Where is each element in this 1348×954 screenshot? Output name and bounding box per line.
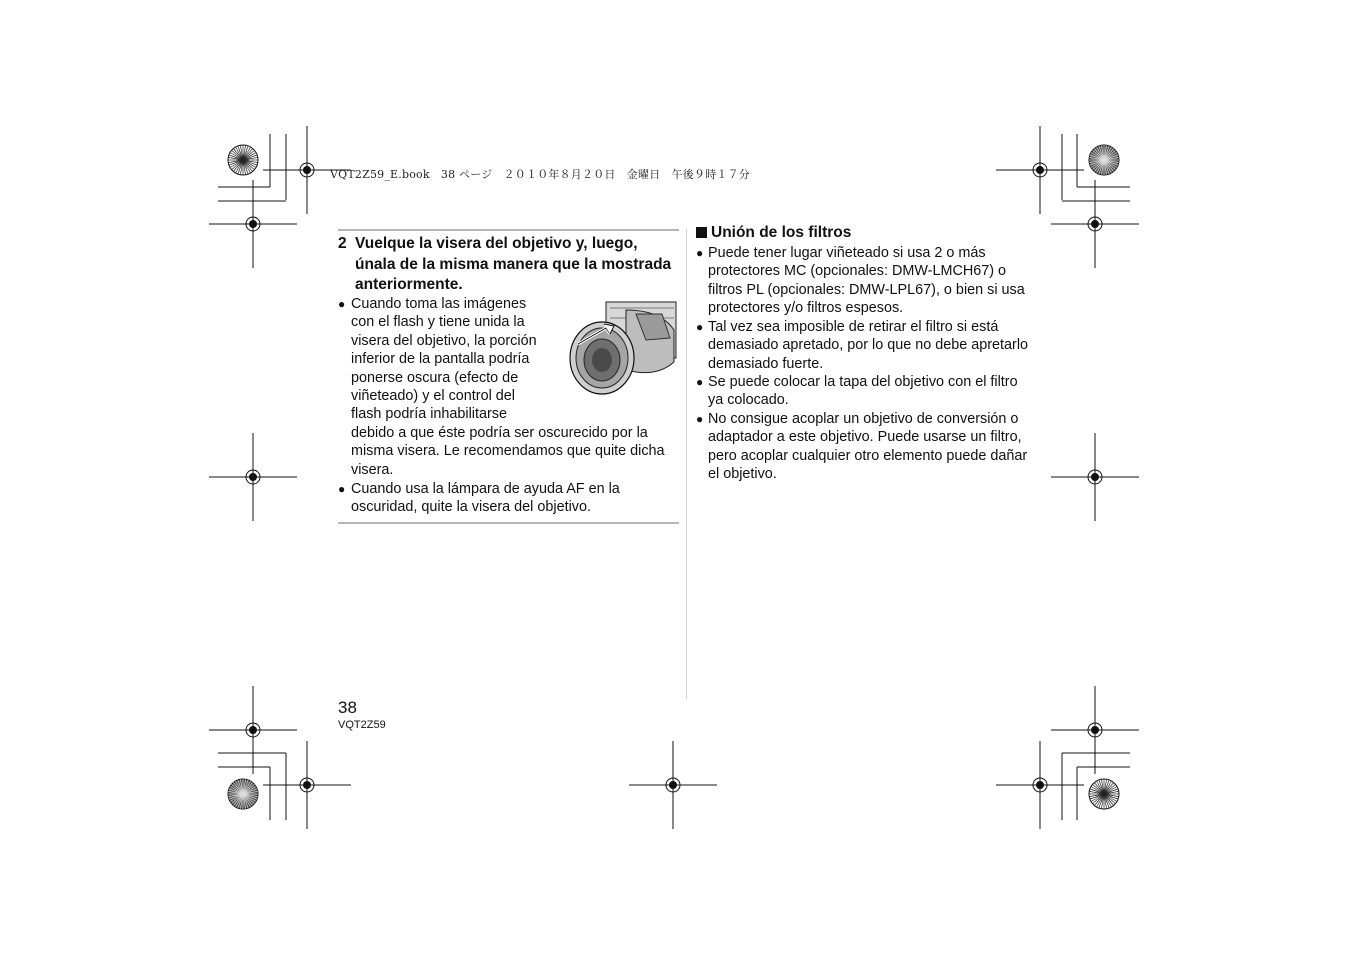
text-line: oscuridad, quite la visera del objetivo. — [351, 499, 591, 516]
registration-target-icon — [1051, 433, 1139, 521]
text-line: Puede tener lugar viñeteado si usa 2 o más — [708, 245, 986, 261]
text-line: demasiado fuerte. — [708, 355, 824, 372]
text-line: visera. — [351, 461, 394, 478]
list-item — [696, 373, 1041, 410]
text-line: No consigue acoplar un objetivo de conversión o — [708, 411, 1019, 427]
square-bullet-icon — [696, 227, 707, 238]
text-line: protectores y/o filtros espesos. — [708, 300, 904, 317]
step-number: 2 — [338, 235, 347, 252]
starburst-mark-icon — [1089, 779, 1119, 809]
bullet-icon: ● — [338, 297, 346, 311]
section-title-text: Unión de los filtros — [711, 224, 852, 241]
text-line: el objetivo. — [708, 466, 777, 483]
registration-target-icon — [209, 433, 297, 521]
registration-target-icon — [1051, 180, 1139, 268]
registration-target-icon — [209, 686, 297, 774]
bullet-icon: ● — [696, 320, 704, 334]
text-line: filtros PL (opcionales: DMW-LPL67), o bien si usa — [708, 281, 1025, 298]
text-line: Cuando toma las imágenes — [351, 296, 527, 312]
column-divider — [686, 229, 687, 699]
registration-target-icon — [629, 741, 717, 829]
text-line: inferior de la pantalla podría — [351, 351, 530, 368]
list-item — [696, 318, 1041, 373]
text-line: ya colocado. — [708, 392, 789, 409]
text-line: ponerse oscura (efecto de — [351, 369, 519, 386]
top-rule-left — [338, 229, 679, 231]
step-text: Vuelque la visera del objetivo y, luego, únala de la misma manera que la mostrada anteriormente. — [355, 235, 672, 293]
section-title — [696, 224, 851, 242]
list-item — [696, 244, 1041, 318]
text-line: visera del objetivo, la porción — [351, 332, 537, 349]
registration-target-icon — [1051, 686, 1139, 774]
text-line: debido a que éste podría ser oscurecido por la — [351, 424, 648, 441]
starburst-mark-icon — [228, 779, 258, 809]
page-number: 38 — [338, 698, 357, 717]
text-line: flash podría inhabilitarse — [351, 406, 507, 423]
text-line: Tal vez sea imposible de retirar el filtro si está — [708, 319, 999, 335]
bottom-rule-left — [338, 522, 679, 524]
model-code: VQT2Z59 — [338, 719, 386, 731]
starburst-mark-icon — [228, 145, 258, 175]
bullet-icon: ● — [696, 375, 704, 389]
text-line: adaptador a este objetivo. Puede usarse un filtro, — [708, 429, 1022, 446]
print-header: VQT2Z59_E.book 38 ページ ２０１０年８月２０日 金曜日 午後９時１７分 — [330, 168, 750, 181]
text-line: viñeteado) y el control del — [351, 388, 515, 405]
registration-target-icon — [263, 741, 351, 829]
bullet-icon: ● — [338, 482, 346, 496]
registration-target-icon — [996, 741, 1084, 829]
starburst-mark-icon — [1089, 145, 1119, 175]
bullet-icon: ● — [696, 246, 704, 260]
bullet-icon: ● — [696, 412, 704, 426]
text-line: con el flash y tiene unida la — [351, 314, 525, 331]
text-line: protectores MC (opcionales: DMW-LMCH67) o — [708, 263, 1007, 280]
list-item — [696, 410, 1041, 484]
text-line: Se puede colocar la tapa del objetivo con el filtro — [708, 374, 1018, 390]
text-line: misma visera. Le recomendamos que quite dicha — [351, 443, 665, 460]
text-line: Cuando usa la lámpara de ayuda AF en la — [351, 481, 620, 497]
text-line: demasiado apretado, por lo que no debe apretarlo — [708, 337, 1029, 354]
filter-bullets — [696, 244, 1041, 484]
text-line: pero acoplar cualquier otro elemento puede dañar — [708, 447, 1028, 464]
registration-target-icon — [209, 180, 297, 268]
